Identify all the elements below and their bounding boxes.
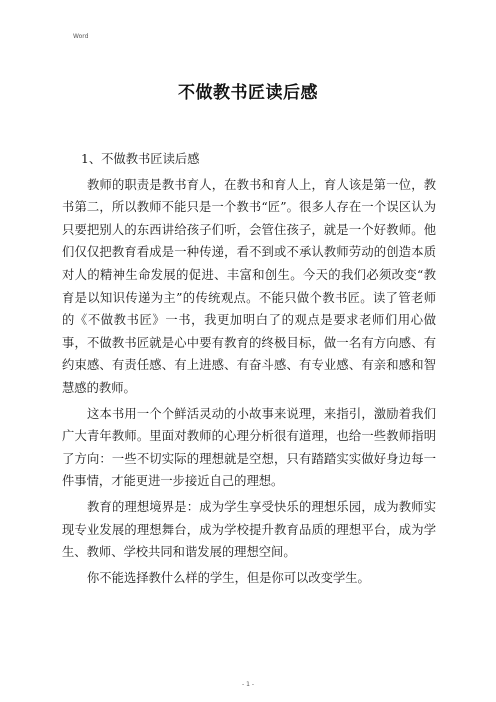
- document-body: [62, 148, 436, 589]
- header-app-label: Word: [73, 33, 89, 40]
- paragraph: 这本书用一个个鲜活灵动的小故事来说理，来指引，激励着我们广大青年教师。里面对教师的心理分析很有道理，也给一些教师指明了方向：一些不切实际的理想就是空想，只有踏踏实实做好身边每一件事情，才能更进一步接近自己的理想。: [62, 406, 436, 489]
- document-title: 不做教书匠读后感: [178, 83, 318, 103]
- paragraph: 教育的理想境界是：成为学生享受快乐的理想乐园，成为教师实现专业发展的理想舞台，成为学校提升教育品质的理想平台，成为学生、教师、学校共同和谐发展的理想空间。: [62, 499, 436, 560]
- paragraph: 你不能选择教什么样的学生，但是你可以改变学生。: [87, 570, 370, 585]
- page-number: - 1 -: [242, 681, 254, 688]
- section-heading: 1、不做教书匠读后感: [81, 152, 200, 166]
- paragraph: 教师的职责是教书育人，在教书和育人上，育人该是第一位，教书第二，所以教师不能只是一个教书“匠”。很多人存在一个误区认为只要把别人的东西讲给孩子们听，会管住孩子，就是一个好教师。他们仅仅把教育看成是一种传递，看不到或不承认教师劳动的创造本质对人的精神生命发展的促进、丰富和创生。今天的我们必须改变“教育是以知识传递为主”的传统观点。不能只做个教书匠。读了管老师的《不做教书匠》一书，我更加明白了的观点是要求老师们用心做事，不做教书匠就是心中要有教育的终极目标，做一名有方向感、有约束感、有责任感、有上进感、有奋斗感、有专业感、有亲和感和智慧感的教师。: [62, 177, 436, 395]
